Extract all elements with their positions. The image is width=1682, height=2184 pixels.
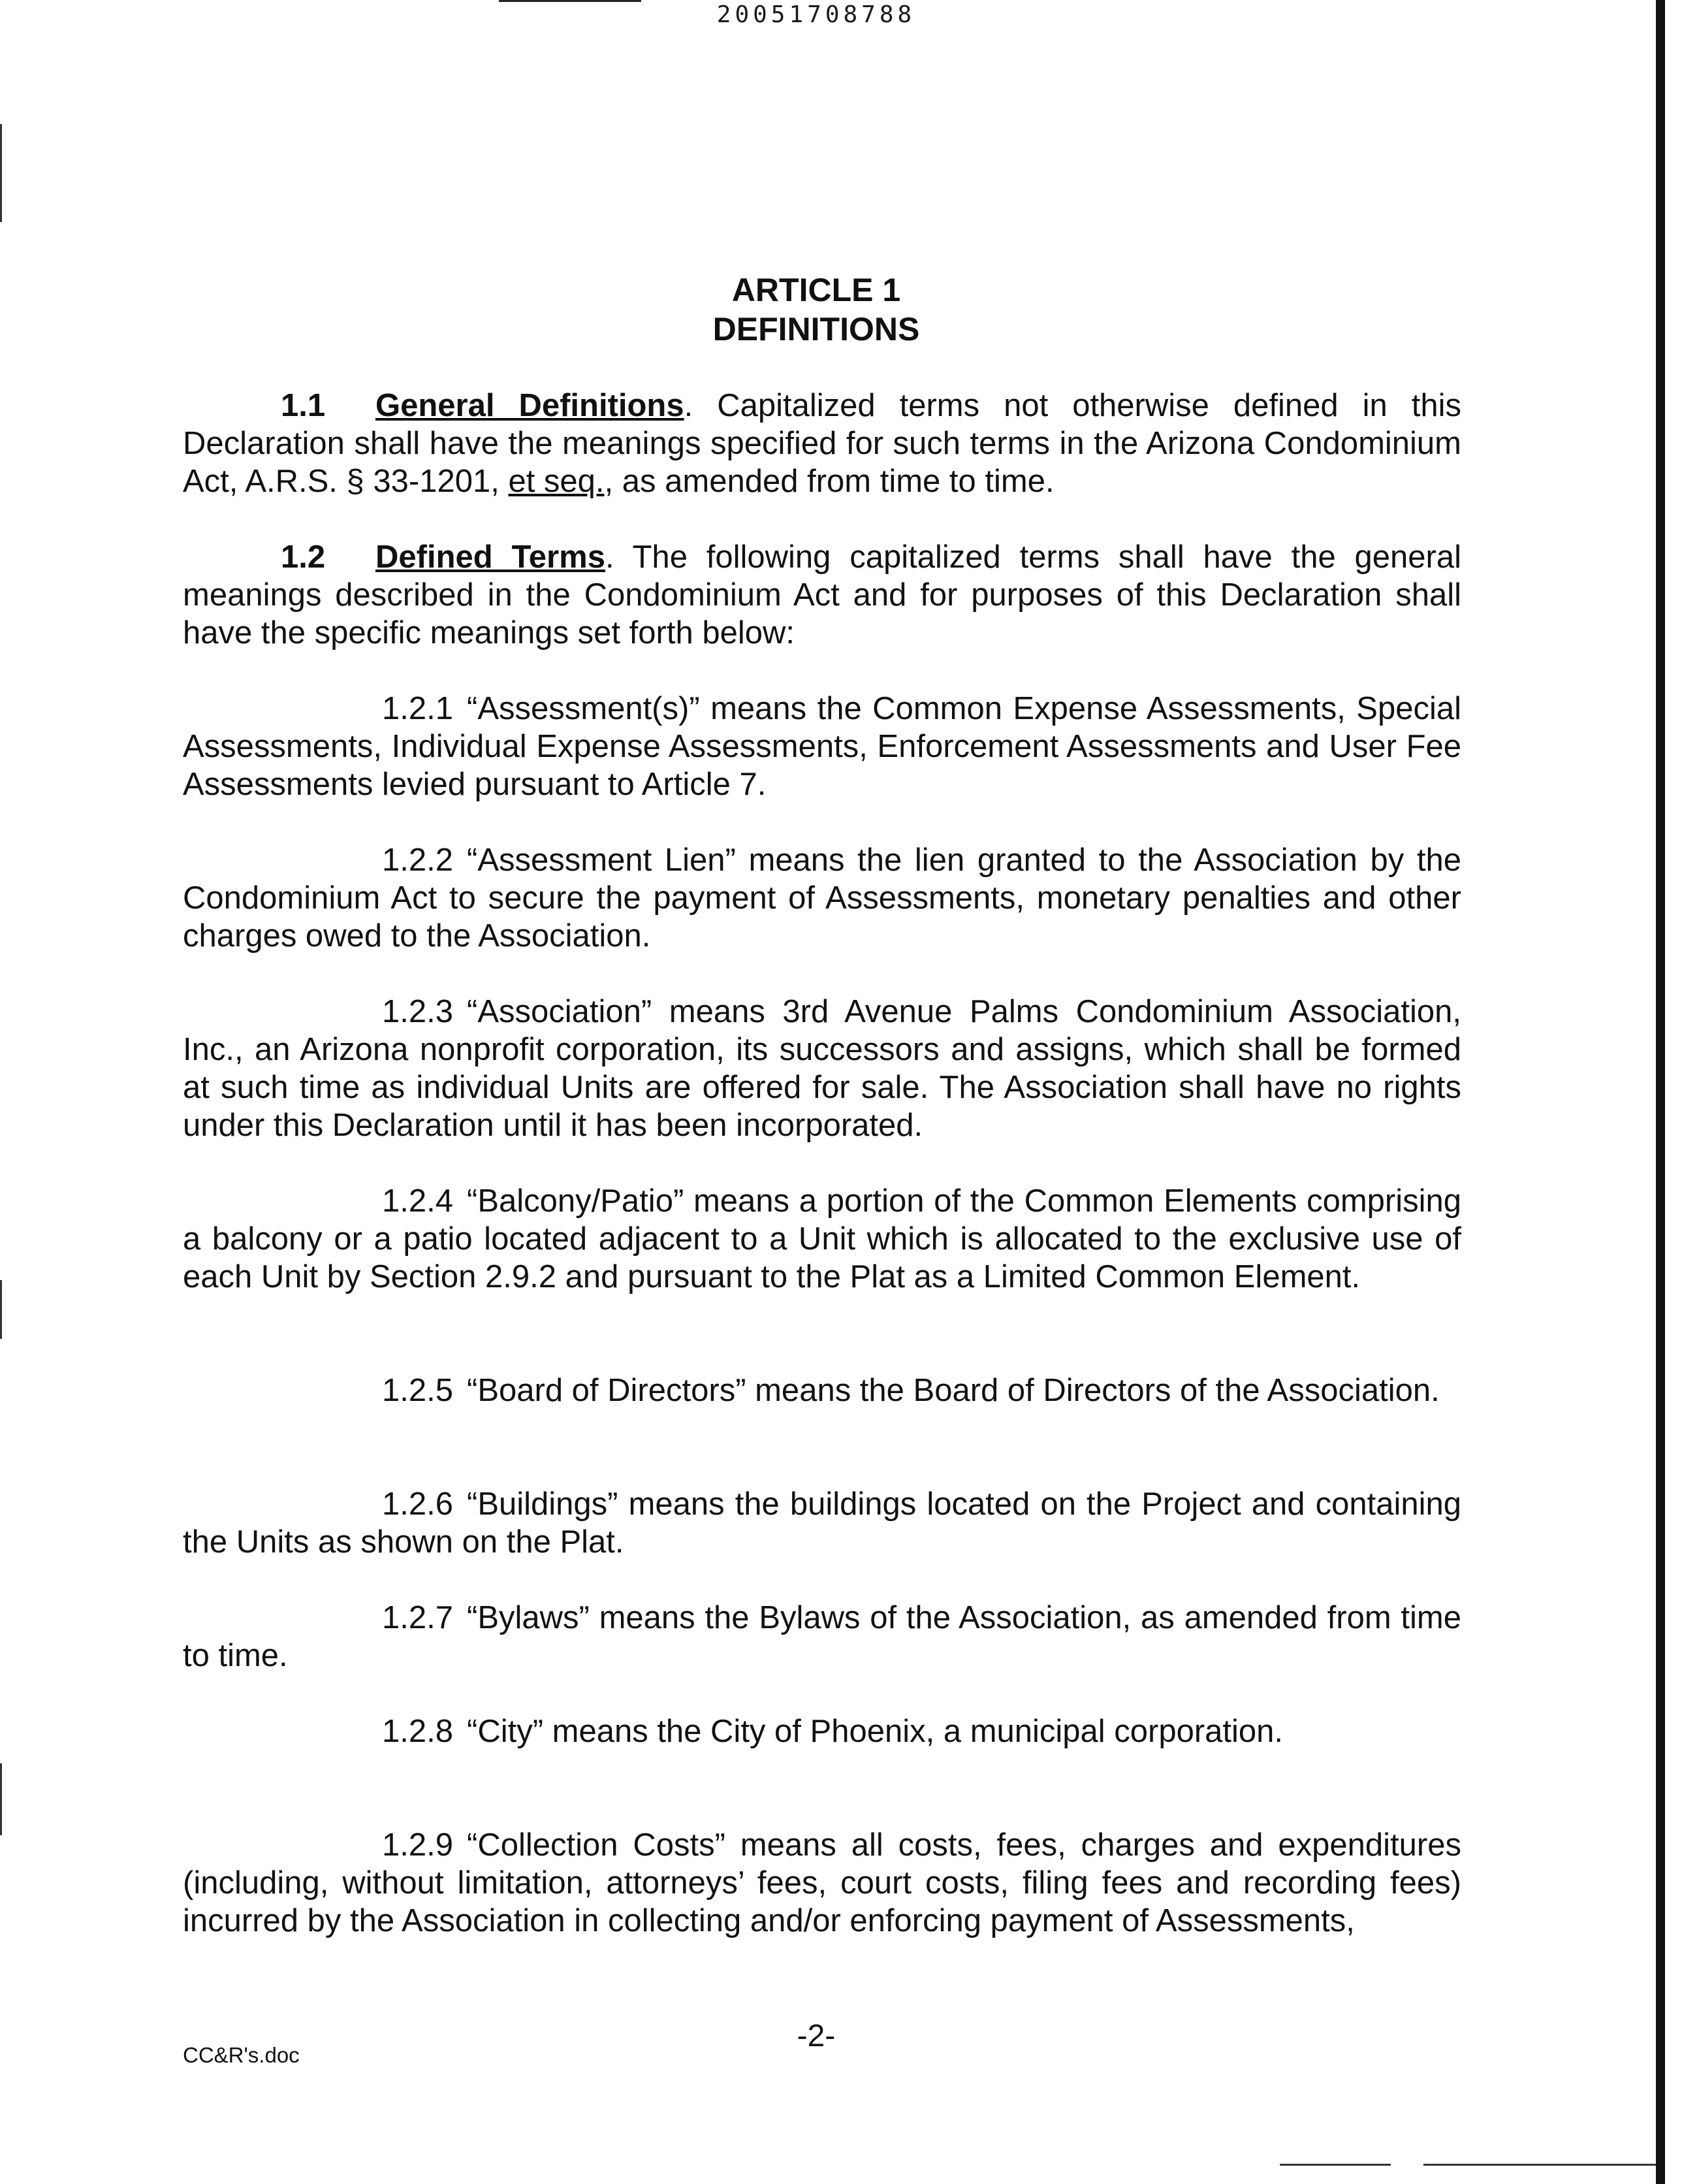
definition-text: “Buildings” means the buildings located on the Project and containing the Units as shown on the Plat. <box>183 1486 1461 1560</box>
section-1-2 <box>183 538 1461 652</box>
section-text: , as amended from time to time. <box>604 464 1055 499</box>
footer-filename: CC&R's.doc <box>183 2043 300 2067</box>
definition-text: “Balcony/Patio” means a portion of the Common Elements comprising a balcony or a patio located adjacent to a Unit which is allocated to the exclusive use of each Unit by Section 2.9.2 and pursuant to the Plat as a Limited Common Element. <box>183 1183 1461 1294</box>
section-text-underlined: et seq. <box>508 464 605 499</box>
definition-number: 1.2.3 <box>382 994 453 1029</box>
section-number: 1.2 <box>281 539 326 575</box>
scan-edge-bar <box>1656 0 1665 2184</box>
definition-number: 1.2.8 <box>382 1714 453 1749</box>
definition-number: 1.2.7 <box>382 1600 453 1635</box>
definition-number: 1.2.1 <box>382 691 453 726</box>
section-heading: Defined Terms <box>375 539 605 575</box>
article-number: ARTICLE 1 <box>731 272 901 308</box>
section-1-1 <box>183 387 1461 500</box>
page-number: -2- <box>797 2019 836 2053</box>
article-heading: DEFINITIONS <box>712 311 920 347</box>
definition-text: “Assessment(s)” means the Common Expense Assessments, Special Assessments, Individual Expense Assessments, Enforcement Assessments and User Fee Assessments levied pursuant to Article 7. <box>183 691 1461 802</box>
definition-number: 1.2.4 <box>382 1183 453 1219</box>
scan-edge-mark <box>0 124 2 222</box>
definition-number: 1.2.6 <box>382 1486 453 1522</box>
definition-text: “Assessment Lien” means the lien granted to the Association by the Condominium Act to secure the payment of Assessments, monetary penalties and other charges owed to the Association. <box>183 843 1461 954</box>
definition-text: “Association” means 3rd Avenue Palms Condominium Association, Inc., an Arizona nonprofit corporation, its successors and assigns, which shall be formed at such time as individual Units are offered for sale. The Association shall have no rights under this Declaration until it has been incorporated. <box>183 994 1461 1143</box>
definition-text: “Bylaws” means the Bylaws of the Association, as amended from time to time. <box>183 1600 1461 1673</box>
definition-paragraph <box>183 690 1461 803</box>
scan-edge-mark <box>0 1280 2 1339</box>
definition-paragraph <box>183 993 1461 1144</box>
definition-text: “Board of Directors” means the Board of Directors of the Association. <box>467 1373 1440 1408</box>
definition-number: 1.2.5 <box>382 1373 453 1408</box>
definition-paragraph <box>183 1485 1461 1561</box>
definition-text: “Collection Costs” means all costs, fees, charges and expenditures (including, without limitation, attorneys’ fees, court costs, filing fees and recording fees) incurred by the Association in collecting and/or enforcing payment of Assessments, <box>183 1827 1461 1938</box>
article-title <box>0 270 1632 349</box>
definition-paragraph <box>183 841 1461 955</box>
definition-number: 1.2.2 <box>382 843 453 878</box>
definition-paragraph <box>183 1599 1461 1675</box>
section-number: 1.1 <box>281 388 326 423</box>
definition-paragraph <box>183 1826 1461 1940</box>
definition-number: 1.2.9 <box>382 1827 453 1863</box>
bottom-rule <box>1280 2164 1391 2166</box>
definition-paragraph <box>183 1182 1461 1296</box>
section-heading: General Definitions <box>375 388 684 423</box>
definition-paragraph <box>183 1372 1461 1409</box>
definition-text: “City” means the City of Phoenix, a municipal corporation. <box>467 1714 1284 1749</box>
definition-paragraph <box>183 1712 1461 1750</box>
scan-edge-mark <box>0 1763 2 1835</box>
recording-number: 20051708788 <box>716 1 916 28</box>
section-text: . The following capitalized terms shall have the general meanings described in the Condominium Act and for purposes of this Declaration shall have the specific meanings set forth below: <box>183 539 1462 650</box>
bottom-rule <box>1423 2164 1656 2166</box>
section-text: . Capitalized terms not otherwise defined in this Declaration shall have the meanings specified for such terms in the Arizona Condominium Act, A.R.S. § 33-1201, <box>183 388 1461 499</box>
